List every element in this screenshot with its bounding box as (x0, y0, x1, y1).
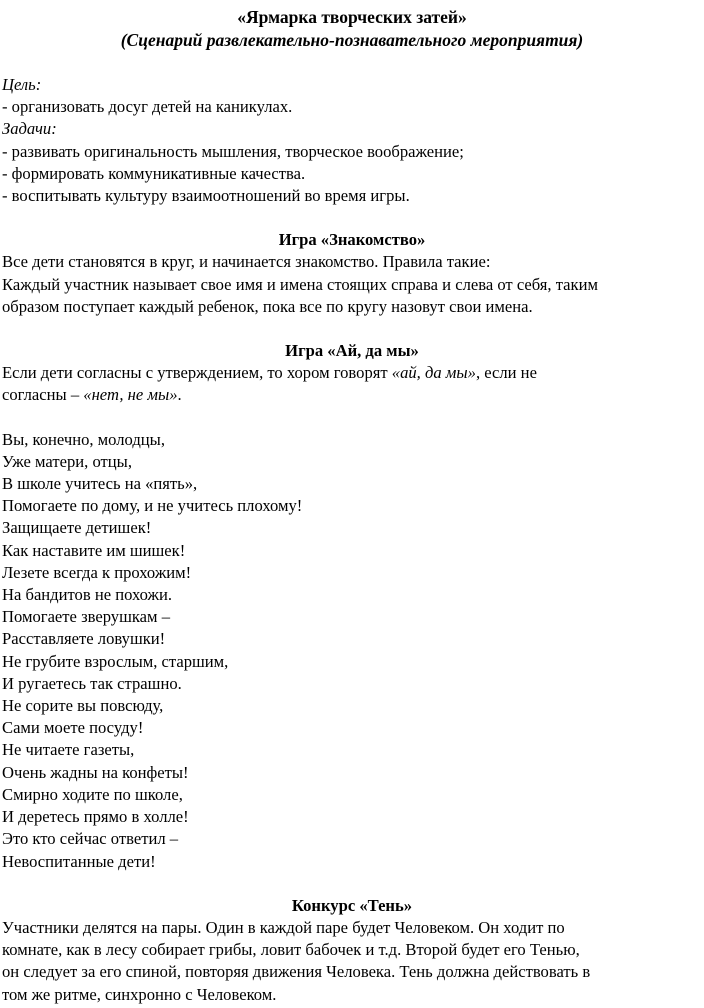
poem-line: Не сорите вы повсюду, (2, 696, 164, 716)
contest-text-line: Участники делятся на пары. Один в каждой паре будет Человеком. Он ходит по (2, 917, 565, 937)
document-subtitle: (Сценарий развлекательно-познавательного мероприятия) (120, 30, 584, 50)
game1-heading: Игра «Знакомство» (278, 230, 426, 250)
game1-text-line: Каждый участник называет свое имя и имена стоящих справа и слева от себя, таким (2, 274, 598, 294)
poem-line: Очень жадны на конфеты! (2, 762, 189, 782)
poem-line: Не грубите взрослым, старшим, (2, 651, 229, 671)
task-item: - развивать оригинальность мышления, творческое воображение; (2, 141, 464, 161)
contest-text-line: он следует за его спиной, повторяя движения Человека. Тень должна действовать в (2, 962, 591, 982)
document-title: «Ярмарка творческих затей» (237, 7, 467, 27)
game2-intro-line (2, 384, 702, 406)
game2-answer-no: «нет, не мы» (83, 385, 178, 405)
game1-text-line: образом поступает каждый ребенок, пока все по кругу назовут свои имена. (2, 296, 533, 316)
game2-answer-yes: «ай, да мы» (391, 363, 476, 383)
game2-intro-text: , если не (475, 363, 537, 383)
poem (2, 429, 702, 873)
poem-line: Сами моете посуду! (2, 718, 144, 738)
game2-intro-text: Если дети согласны с утверждением, то хором говорят (2, 363, 392, 383)
poem-line: Расставляете ловушки! (2, 629, 166, 649)
game1-text-line: Все дети становятся в круг, и начинается знакомство. Правила такие: (2, 252, 491, 272)
poem-line: И деретесь прямо в холле! (2, 807, 189, 827)
poem-line: Как наставите им шишек! (2, 540, 186, 560)
game2-heading: Игра «Ай, да мы» (285, 341, 419, 361)
poem-line: Уже матери, отцы, (2, 451, 132, 471)
poem-line: Лезете всегда к прохожим! (2, 562, 192, 582)
poem-line: В школе учитесь на «пять», (2, 474, 198, 494)
poem-line: Не читаете газеты, (2, 740, 135, 760)
poem-line: На бандитов не похожи. (2, 585, 173, 605)
game2-intro-line (2, 362, 702, 384)
goal-label: Цель: (2, 75, 42, 94)
task-item: - воспитывать культуру взаимоотношений во время игры. (2, 186, 410, 206)
tasks-label: Задачи: (2, 119, 57, 139)
contest-heading: Конкурс «Тень» (291, 895, 413, 915)
poem-line: Это кто сейчас ответил – (2, 829, 179, 849)
game2-intro-text: согласны – (2, 385, 84, 405)
poem-line: Помогаете зверушкам – (2, 607, 170, 627)
poem-line: Помогаете по дому, и не учитесь плохому! (2, 496, 303, 516)
poem-line: Вы, конечно, молодцы, (2, 429, 165, 449)
poem-line: Смирно ходите по школе, (2, 784, 183, 804)
contest-text-line: комнате, как в лесу собирает грибы, ловит бабочек и т.д. Второй будет его Тенью, (2, 940, 580, 960)
spacer (2, 407, 702, 429)
poem-line: Невоспитанные дети! (2, 851, 156, 871)
contest-text-line: том же ритме, синхронно с Человеком. (2, 984, 277, 1004)
document-page (2, 6, 702, 1006)
game2-intro-text: . (177, 385, 182, 405)
poem-line: И ругаетесь так страшно. (2, 673, 182, 693)
goal-item: - организовать досуг детей на каникулах. (2, 97, 293, 117)
task-item: - формировать коммуникативные качества. (2, 163, 306, 183)
poem-line: Защищаете детишек! (2, 518, 152, 538)
